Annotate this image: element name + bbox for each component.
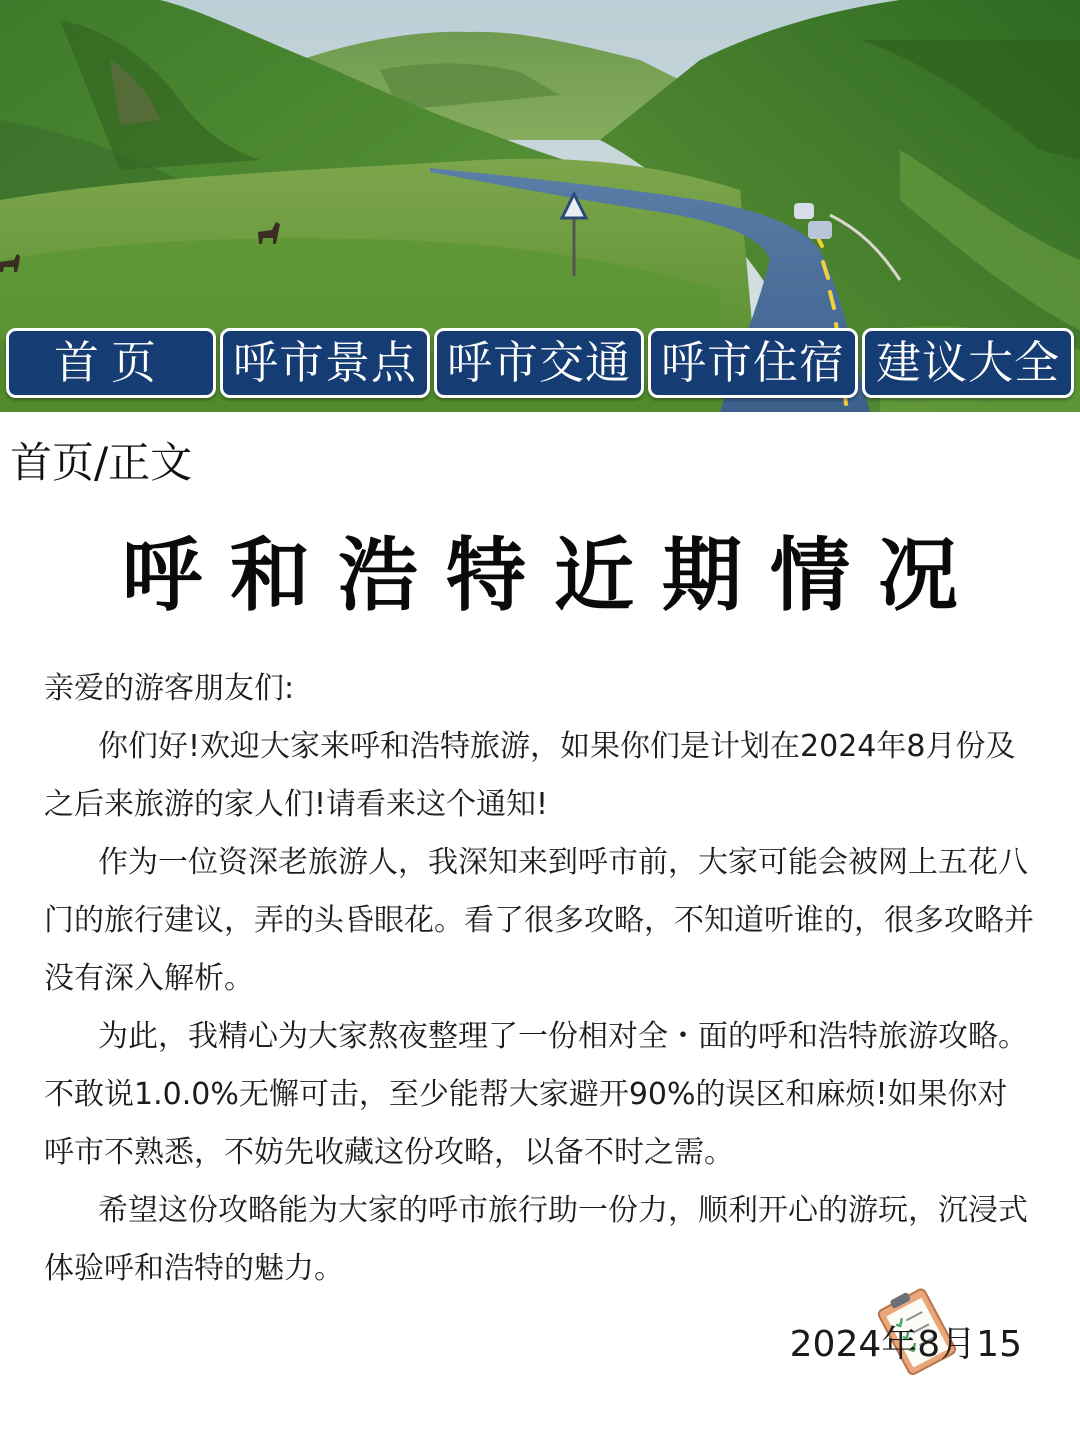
article-paragraph: 作为一位资深老旅游人，我深知来到呼市前，大家可能会被网上五花八门的旅行建议，弄的头昏眼花。看了很多攻略，不知道听谁的，很多攻略并没有深入解析。: [44, 845, 1034, 996]
main-navigation: [0, 324, 1080, 404]
breadcrumb: 首页/正文: [10, 438, 193, 487]
nav-tab-accommodation[interactable]: 呼市住宿: [648, 328, 858, 398]
nav-tab-transportation[interactable]: 呼市交通: [434, 328, 644, 398]
article-body: [44, 660, 1034, 1298]
nav-tab-attractions[interactable]: 呼市景点: [220, 328, 430, 398]
article-title: 呼和浩特近期情况: [122, 529, 986, 622]
nav-tab-suggestions[interactable]: 建议大全: [862, 328, 1074, 398]
article-date: 2024年8月15: [789, 1324, 1022, 1365]
article-greeting: 亲爱的游客朋友们:: [44, 671, 295, 706]
article-paragraph: 希望这份攻略能为大家的呼市旅行助一份力，顺利开心的游玩，沉浸式体验呼和浩特的魅力。: [44, 1193, 1028, 1286]
article-paragraph: 你们好!欢迎大家来呼和浩特旅游，如果你们是计划在2024年8月份及之后来旅游的家人们!请看来这个通知!: [44, 729, 1016, 822]
article-paragraph: 为此，我精心为大家熬夜整理了一份相对全・面的呼和浩特旅游攻略。不敢说1.0.0%无懈可击，至少能帮大家避开90%的误区和麻烦!如果你对呼市不熟悉，不妨先收藏这份攻略，以备不时之需。: [44, 1019, 1028, 1170]
nav-tab-home[interactable]: 首页: [6, 328, 216, 398]
